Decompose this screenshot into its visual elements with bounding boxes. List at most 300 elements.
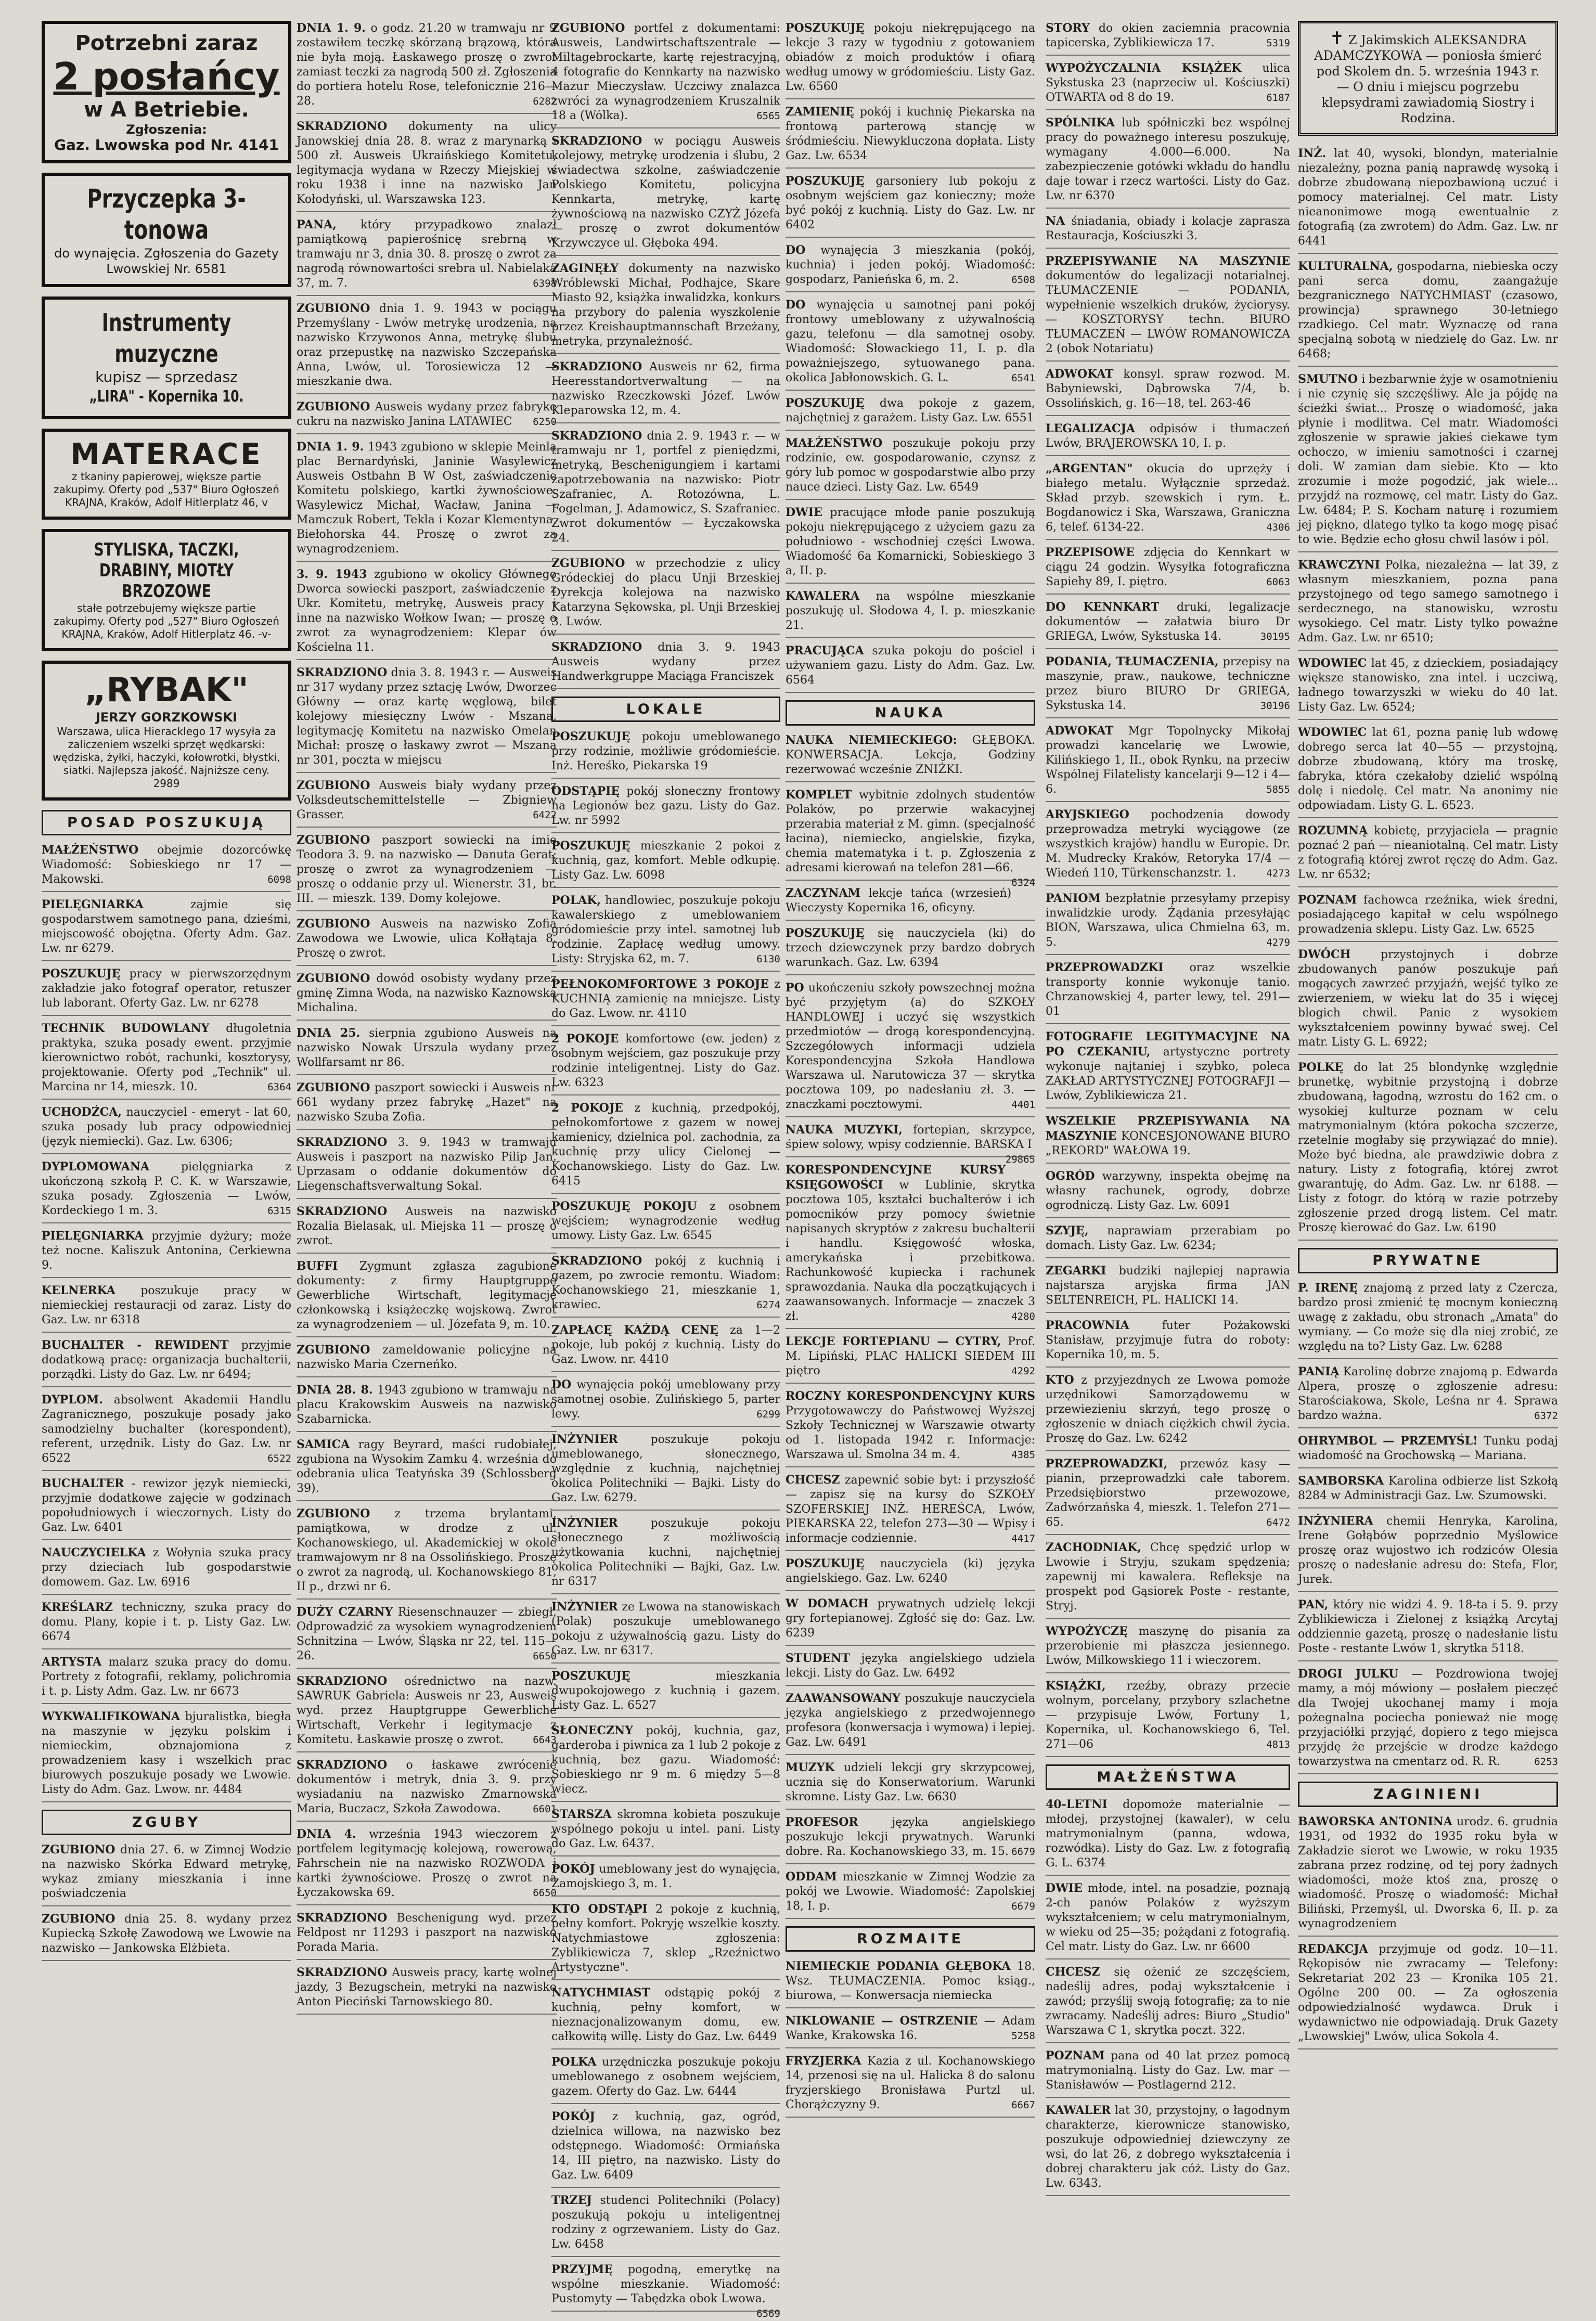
ad-text: Polka, niezależna — lat 39, z własnym mieszkaniem, pozna pana przystojnego od tego samego samotnego i serdecznego, na stanowisku, wzrostu wysokiego. Cel matr. Listy tylko poważne Adm. Gaz. Lw. nr 6510; (1298, 559, 1558, 644)
ad-text: nauczyciel - emeryt - lat 60, szuka posady lub pracy odpowiedniej (język niemiecki). Gaz. Lw. 6306; (42, 1106, 291, 1148)
ad-heading: KULTURALNA, (1298, 260, 1393, 273)
ad-heading: Przyczepka 3-tonowa (87, 184, 246, 245)
classified-ad (297, 1135, 557, 1199)
ad-heading: TRZEJ (551, 2194, 592, 2207)
ad-text: ukończeniu szkoły powszechnej można być przyjętym (a) do SZKOŁY HANDLOWEJ i uczyć się wszystkich przedmiotów — drogą korespondencyjną. Szczegółowych informacji udziela Korespondencyjna Szkoła Handlowa Warszawa ul. Narutowicza 37 — skrytka pocztowa 109, po nadesłaniu zł. 3. — znaczkami pocztowymi. (786, 982, 1035, 1111)
ad-text: września 1943 wieczorem z portfelem legitymację kolejową, rowerową, Fahrschein nie na nazwisko ROZWODA i kartki żywnościowe. Proszę o zwrot na Łyczakowska 69. (297, 1828, 557, 1899)
ad-heading: INŻYNIERA (1298, 1514, 1373, 1528)
ad-text: Zygmunt zgłasza zagubione dokumenty: z firmy Hauptgruppe Gewerbliche Wirtschaft, legitymacje członkowską i książeczkę wojskową. Zwrot za wynagrodzeniem — ul. Józefata 9, m. 10. (297, 1260, 557, 1331)
display-ad-messengers (42, 21, 291, 163)
ad-number: 6274 (756, 1299, 780, 1311)
ad-text: znajomą z przed laty z Czercza, bardzo prosi zmienić tę mocnym konieczną uwagę z zakładu, obu stronach „Amata" do wymiany. — Co może się dla niej zrobić, ze względu na to? Listy Gaz. Lw. 6288 (1298, 1282, 1558, 1353)
ad-text: naprawiam przerabiam po domach. Listy Gaz. Lw. 6234; (1046, 1224, 1290, 1252)
ad-text: pracy w pierwszorzędnym zakładzie jako fotograf operator, retuszer lub laborant. Oferty Gaz. Lw. nr 6278 (42, 968, 291, 1010)
ad-text: pana od 40 lat przez pomocą matrymonialną. Listy do Gaz. Lw. mar — Stanisławów — Postlagernd 212. (1046, 2049, 1290, 2092)
ad-heading: INŻYNIER (551, 1516, 618, 1530)
ad-heading: NATYCHMIAST (551, 1986, 650, 2000)
classified-ad (297, 399, 557, 434)
ad-number: 6679 (1011, 1901, 1035, 1912)
ad-heading: PRZEPISYWANIE NA MASZYNIE (1046, 254, 1290, 268)
ad-heading: ZGUBIONO (297, 833, 370, 847)
classified-ad (1046, 654, 1290, 718)
ad-heading: DO KENNKART (1046, 600, 1160, 614)
ad-text: Ausweis pracy, kartę wolnej jazdy, 3 Bezugschein, metryki na nazwisko Anton Pieciński Tarnowskiego 80. (297, 1966, 557, 2008)
classified-ad (786, 1760, 1035, 1810)
ad-text: w Lublinie, skrytka pocztowa 105, kształci buchalterów i ich pomocników przy pomocy świetnie napisanych skryptów z zakresu buchalterii i handlu. Księgowość włoska, amerykańska i przebitkowa. Rachunkowość kupiecka i rachunek sprawozdania. Nauka dla początkujących i zaawansowanych. Informacje — znaczek 3 zł. (786, 1179, 1035, 1323)
classified-ad (786, 436, 1035, 500)
ad-text: lekcje tańca (wrzesień) Wieczysty Kopernika 16, oficyny. (786, 887, 1012, 914)
ad-heading: SKRADZIONO (297, 1966, 388, 1979)
ad-heading: POLKA (551, 2055, 597, 2069)
classified-ad (1298, 1814, 1558, 1937)
classified-ad (1298, 1942, 1558, 2049)
classified-ad (42, 1105, 291, 1154)
ad-text: który nie widzi 4. 9. 18-ta i 5. 9. przy Zyblikiewicza i Zielonej z książką Arcytaj oddziennie gazetą, proszę o nadesłanie listu Poste - restante Lwów 1, skrytka 5118. (1298, 1598, 1559, 1655)
classified-ad (551, 977, 780, 1026)
section-heading: PRYWATNE (1298, 1248, 1558, 1273)
ad-text: gospodarna, niebieska oczy pani serca domu, zaangażuje bezgranicznego NATYCHMIAST (czasowo, prowincja) sprawnego 30-letniego rzadkiego. Cel matr. Wyznaczę od rana specjalną sobotą w niedzielę do Gaz. Lw. nr 6468; (1298, 260, 1558, 360)
classified-ad (551, 1199, 780, 1248)
ad-heading: ZGUBIONO (551, 21, 625, 35)
ad-number: 4813 (1266, 1739, 1290, 1750)
ad-heading: SKRADZIONO (551, 640, 642, 654)
ad-heading: CHCESZ (786, 1473, 840, 1487)
ad-heading: POSZUKUJĘ (42, 967, 121, 981)
ad-number: 30196 (1260, 700, 1290, 712)
ad-number: 4280 (1011, 1311, 1035, 1322)
ad-heading: ADWOKAT (1046, 724, 1114, 738)
ad-number: 6098 (267, 874, 291, 885)
classified-ad (786, 1473, 1035, 1551)
ad-heading: SAMICA (297, 1438, 350, 1451)
classified-ad (551, 784, 780, 833)
classified-ad (1046, 367, 1290, 416)
ad-heading: PRZEPROWADZKI, (1046, 1457, 1168, 1471)
classified-ad (786, 105, 1035, 169)
ad-heading: UCHODŹCA, (42, 1105, 122, 1119)
ad-text: Zgłoszenia: (126, 122, 207, 137)
ad-text: ośrednictwo na nazw. SAWRUK Gabriela: Ausweis nr 23, Ausweis wyd. przez Hauptgruppe Gewerbliche Wirtschaft, Verkehr i legitymacje z Komitetu. Łaskawie proszę o zwrot. (297, 1675, 557, 1746)
classified-ad (42, 1338, 291, 1387)
ad-heading: WYPOŻYCZALNIA KSIĄŻEK (1046, 61, 1242, 75)
ad-text: długoletnia praktyka, szuka posady ewent. przyjmie kierownictwo robót, rachunki, kosztorysy, projektowanie. Oferty pod „Technik" ul. Marcina nr 14, mieszk. 10. (42, 1022, 292, 1093)
section-heading: ROZMAITE (786, 1926, 1035, 1952)
ad-number: 6650 (533, 1651, 557, 1662)
ad-heading: ZAMIENIĘ (786, 105, 854, 119)
ad-heading: MAŁŻEŃSTWO (786, 436, 883, 450)
ad-heading: SMUTNO (1298, 372, 1358, 386)
classified-ad (786, 1556, 1035, 1591)
ad-heading: SKRADZIONO (551, 360, 642, 373)
classified-ad (297, 1965, 557, 2015)
ad-text: dowód osobisty wydany przez gminę Zimna Woda, na nazwisko Kaznowska Michalina. (297, 972, 557, 1014)
classified-ad (551, 556, 780, 635)
classified-ad (551, 1031, 780, 1095)
ad-text: z Wołynia szuka pracy przy dzieciach lub gospodarstwie domowem. Gaz. Lw. 6916 (42, 1546, 291, 1589)
classified-ad (1046, 891, 1290, 955)
ad-heading: NIEMIECKIE PODANIA GŁĘBOKA (786, 1959, 1011, 1973)
classified-ad (1298, 823, 1558, 887)
classified-ad (786, 589, 1035, 638)
ad-heading: OGRÓD (1046, 1169, 1095, 1183)
ad-text: Karolinę dobrze znajomą p. Edwarda Alpera, proszę o zgłoszenie adresu: Starościakowa, Skole, Leśna nr 4. Sprawa bardzo ważna. (1298, 1365, 1558, 1422)
classified-ad (1046, 2048, 1290, 2098)
ad-text: odpisów i tłumaczeń Lwów, BRAJEROWSKA 10, I. p. (1046, 422, 1290, 450)
ad-text: szuka pokoju do pościel i używaniem gazu. Listy do Adm. Gaz. Lw. 6564 (786, 644, 1035, 687)
classified-ad (1046, 724, 1290, 802)
ad-heading: ARYJSKIEGO (1046, 808, 1129, 821)
ad-text: pokój, kuchnia, gaz, garderoba i piwnica za 1 lub 2 pokoje z kuchnią, bez gazu. Wiadomość: Sobieskiego nr 9 m. 6 między 5—8 wiecz. (551, 1724, 780, 1796)
classified-ad (551, 1432, 780, 1511)
ad-text: do wynajęcia. Zgłoszenia do Gazety Lwowskiej Nr. 6581 (54, 246, 279, 276)
ad-heading: FOTOGRAFIE LEGITYMACYJNE NA PO CZEKANIU, (1046, 1030, 1290, 1059)
ad-text: wynajęcia pokój umeblowany przy samotnej osobie. Zulińskiego 5, parter lewy. (551, 1378, 780, 1421)
ad-number: 6063 (1266, 576, 1290, 588)
ad-heading: POKÓJ (551, 1862, 595, 1876)
ad-number: 6679 (1011, 1846, 1035, 1858)
ad-text: dnia 25. 8. wydany przez Kupiecką Szkołę Zawodową we Lwowie na nazwisko — Jankowska Elżbieta. (42, 1913, 291, 1955)
section-heading: NAUKA (786, 700, 1035, 726)
ad-text: przyjmie dodatkową pracę: organizacja buchalterii, porządki. Listy do Gaz. Lw. nr 6494; (42, 1339, 291, 1381)
ad-heading: 3. 9. 1943 (297, 568, 367, 581)
classified-ad (297, 1343, 557, 1377)
ad-heading: ZGUBIONO (551, 557, 625, 570)
ad-text: skromna kobieta poszukuje wspólnego pokoju u intel. pani. Listy do Gaz. Lw. 6437. (551, 1808, 780, 1850)
ad-text: Karolina odbierze list Szkołą 8284 w Administracji Gaz. Lw. Szumowski. (1298, 1475, 1559, 1502)
ad-text: 18. Wsz. TŁUMACZENIA. Pomoc ksiąg., biurowa, — Konwersacja niemiecka (786, 1960, 1035, 2002)
ad-number: 6282 (533, 96, 557, 107)
classified-ad (1298, 1597, 1558, 1661)
ad-heading: MATERACE (70, 437, 263, 471)
ad-heading: ZAGINĘŁY (551, 262, 619, 275)
ad-text: mieszkanie 2 pokoi z kuchnią, gaz, komfort. Meble odkupię. Listy Gaz. Lw. 6098 (551, 840, 781, 882)
ad-heading: ZGUBIONO (297, 1343, 370, 1357)
classified-ad (42, 1709, 291, 1802)
ad-number: 6569 (756, 2308, 780, 2319)
classified-ad (297, 1204, 557, 1254)
classified-ad (42, 1600, 291, 1649)
classified-ad (1046, 1624, 1290, 1673)
classified-ad (1046, 1456, 1290, 1535)
ad-number: 4292 (1011, 1365, 1035, 1377)
classified-ad (1046, 1223, 1290, 1258)
ad-heading: KORESPONDENCYJNE KURSY KSIĘGOWOŚCI (786, 1163, 1006, 1192)
ad-text: przyjmie dyżury; może też nocne. Kaliszuk Antonina, Cerkiewna 9. (42, 1230, 291, 1272)
ad-text: w pociągu Ausweis kolejowy, metrykę urodzenia i ślubu, 2 świadectwa szkolne, zaświadczenie Polskiego Komitetu, policyjna Kennkarta, metrykę, kartę żywnościową na nazwisko CZYŻ Józefa — proszę o zwrot dokumentów Krzywczyce ul. Głęboka 494. (551, 135, 780, 250)
ad-text: na wspólne mieszkanie poszukuję ul. Słodowa 4, I. p. mieszkanie 21. (786, 590, 1035, 632)
classified-ad (297, 1506, 557, 1600)
ad-heading: DNIA 1. 9. (297, 21, 366, 35)
ad-heading: NIKLOWANIE — OSTRZENIE (786, 2014, 978, 2028)
classified-ad (551, 1377, 780, 1427)
classified-ad (551, 21, 780, 128)
ad-heading: WDOWIEC (1298, 656, 1367, 670)
classified-ad (1298, 725, 1558, 818)
classified-ad (1298, 558, 1558, 651)
ad-text: się ożenić ze szczęściem, nadeślij adres, podaj wykształcenie i zawód; przyślij swoją fotografię; za to nie zwracamy. Nadeślij adres: Biuro „Studio" Warszawa C 1, skrytka poczt. 322. (1046, 1966, 1290, 2037)
classified-ad (1298, 1667, 1558, 1774)
ad-heading: SPÓLNIKA (1046, 116, 1115, 130)
ad-text: lat 61, pozna panię lub wdowę dobrego serca lat 40—55 — przystojną, dobrze zbudowaną, który ma troskę, fabryka, która czekałoby dzielić wspólną dolę i niedolę. Cel matr. Na anonimy nie odpowiadam. Listy G. L. 6523. (1298, 726, 1558, 812)
ad-heading: BUFFI (297, 1259, 338, 1273)
ad-text: Przygotowawczy do Państwowej Wyższej Szkoły Technicznej w Warszawie otwarty od 1. listopada 1942 r. Informacje: Warszawa ul. Smolna 34 m. 4. (786, 1404, 1035, 1461)
ad-heading: DROGI JULKU (1298, 1667, 1399, 1681)
classified-ad (1046, 61, 1290, 110)
ad-heading: ZGUBIONO (297, 302, 370, 315)
ad-number: 29865 (1005, 1154, 1035, 1165)
classified-ad (1298, 656, 1558, 720)
classified-ad (786, 981, 1035, 1117)
ad-text: dwa pokoje z gazem, najchętniej z garażem. Listy Gaz. Lw. 6551 (786, 397, 1035, 424)
ad-text: ulica Sykstuska 23 (naprzeciw ul. Kościuszki) OTWARTA od 8 do 19. (1046, 62, 1290, 104)
ad-heading: ROZUMNĄ (1298, 824, 1368, 837)
classified-ad (786, 1651, 1035, 1686)
classified-ad (42, 1655, 291, 1704)
ad-heading: BUCHALTER - REWIDENT (42, 1338, 229, 1352)
ad-heading: DO (786, 243, 806, 257)
ad-text: portfel z dokumentami: Ausweis, Landwirtschaftszentrale — Miltagebrockarte, kartę rejestracyjną, 4 fotografie do Kennkarty na nazwisko Mazur Mieczysław. Uczciwy znalazca zwróci za wynagrodzeniem Kruszalnik 18 a (Wólka). (551, 22, 780, 122)
ad-number: 4401 (1011, 1099, 1035, 1111)
classified-ad (1046, 960, 1290, 1024)
ad-heading: POLAK, (551, 894, 601, 907)
ad-number: 6324 (1011, 877, 1035, 888)
ad-number: 5258 (1011, 2030, 1035, 2042)
classified-ad (1046, 1029, 1290, 1108)
ad-heading: PO (786, 981, 804, 995)
ad-text: Chcę spędzić urlop w Lwowie i Stryju, szukam spędzenia; zapewnij mi kawalera. Refleksje na prospekt pod Gąsiorek Poste - restante, Stryj. (1046, 1541, 1290, 1613)
ad-text: Ausweis wydany przez fabrykę cukru na nazwisko Janina LATAWIEC (297, 401, 557, 428)
classified-ad (42, 966, 291, 1016)
ad-text: dopomoże materialnie — młodej, przystojnej (kawaler), w celu matrymonialnym (panna, wdowa, rozwódka). Listy do Gaz. Lw. z fotografią G. L. 6374 (1046, 1798, 1290, 1869)
ad-text: Ausweis na nazwisko Rozalia Bielasak, ul. Miejska 11 — proszę o zwrot. (297, 1205, 557, 1247)
section-heading: MAŁŻEŃSTWA (1046, 1764, 1290, 1790)
ad-text: z kuchnią, gaz, ogród, dzielnica willowa, na nazwisko bez odstępnego. Wiadomość: Ormiańska 14, III piętro, na nazwisko. Listy do Gaz. Lw. 6409 (551, 2110, 780, 2182)
classified-ad (786, 505, 1035, 584)
ad-text: poszukuje pokoju przy rodzinie, ew. gospodarowanie, czynsz z góry lub pomoc w gospodarstwie albo przy nauce dzieci. Listy Gaz. Lw. 6549 (786, 437, 1036, 494)
ad-heading: PANIĄ (1298, 1365, 1340, 1378)
classified-ad (1046, 807, 1290, 886)
classified-ad (1046, 421, 1290, 456)
ad-number: 6508 (1011, 274, 1035, 286)
ad-text: konsyl. spraw rozwod. M. Babyniewski, Dąbrowska 7/4, b. Ossolińskich, g. 16—18, tel. 263-46 (1046, 368, 1290, 410)
ad-text: KONCESJONOWANE BIURO „REKORD" WAŁOWA 19. (1046, 1130, 1290, 1157)
ad-text: pokoju umeblowanego przy rodzinie, możliwie gródomieście. Inż. Hereśko, Piekarska 19 (551, 730, 780, 772)
classified-ad (1046, 1540, 1290, 1619)
classified-ad (297, 1605, 557, 1669)
ad-heading: INŻ. (1298, 147, 1327, 160)
ad-heading: DWÓCH (1298, 948, 1351, 961)
ad-text: bjuralistka, biegła na maszynie w języku polskim i niemieckim, obznajomiona z prowadzeniem kasy i wszelkich prac biurowych poszukuje posady we Lwowie. Listy do Adm. Gaz. Lwow. nr. 4484 (42, 1710, 291, 1796)
ad-text: który przypadkowo znalazł pamiątkową papierośnicę srebrną w tramwaju nr 3, dnia 30. 8. proszę o zwrot za nagrodą równowartości srebra ul. Nabielaka 37, m. 7. (297, 218, 557, 290)
column-4 (786, 21, 1036, 2111)
ad-text: fortepian, skrzypce, śpiew solowy, wpisy codziennie. BARSKA I (786, 1124, 1035, 1151)
classified-ad (551, 2109, 780, 2188)
classified-ad (786, 733, 1035, 782)
classified-ad (1046, 214, 1290, 249)
classified-ad (42, 897, 291, 961)
ad-heading: PRZEPROWADZKI (1046, 961, 1164, 974)
classified-ad (786, 396, 1035, 431)
classified-ad (297, 567, 557, 660)
ad-text: pokój z kuchnią i gazem, po zwrocie remontu. Wiadom: Kochanowskiego 21, mieszkanie 1, krawiec. (551, 1255, 780, 1311)
ad-text: Prof. M. Lipiński, PLAC HALICKI SIEDEM III piętro (786, 1335, 1036, 1377)
ad-text: lat 30, przystojny, o łagodnym charakterze, kierownicze stanowisko, poszukuje odpowiedniej dziewczyny ze wsi, do lat 26, z dobrego wykształcenia i dobrej charakteru jak cóż. Listy do Gaz. Lw. 6343. (1046, 2104, 1290, 2190)
ad-heading: Potrzebni zaraz (75, 31, 258, 55)
ad-number: 4385 (1011, 1449, 1035, 1461)
ad-heading: STORY (1046, 21, 1090, 35)
ad-number: 6522 (267, 1453, 291, 1464)
classified-ad (297, 665, 557, 773)
classified-ad (786, 1389, 1035, 1467)
classified-ad (297, 301, 557, 394)
ad-heading: NAUKA NIEMIECKIEGO: (786, 733, 957, 747)
ad-heading: CHCESZ (1046, 1965, 1100, 1979)
ad-heading: LEKCJE FORTEPIANU — CYTRY, (786, 1335, 1001, 1348)
ad-text: bezpłatnie przesyłamy przepisy inwalidzkie urody. Żądania przesyłając BION, Warszawa, ulica Chmielna 63, m. 5. (1046, 892, 1290, 949)
ad-heading: KTO ODSTĄPI (551, 1902, 648, 1916)
ad-heading: SZYJĘ, (1046, 1224, 1089, 1237)
ad-number: 6372 (1534, 1410, 1558, 1422)
ad-text: dnia 3. 9. 1943 Ausweis wydany przez Handwerkgruppe Maciąga Franciszek (551, 641, 781, 683)
ad-heading: PODANIA, TŁUMACZENIA, (1046, 655, 1219, 668)
ad-text: oraz wszelkie transporty konnie wykonuje tanio. Chrzanowskiej 4, parter lewy, tel. 291—01 (1046, 961, 1290, 1018)
ad-heading: ZGUBIONO (297, 1081, 370, 1094)
ad-heading: SKRADZIONO (297, 1911, 388, 1925)
ad-text: futer Pożakowski Stanisław, przyjmuje futra do roboty: Kopernika 10, m. 5. (1046, 1319, 1291, 1361)
classified-ad (786, 886, 1035, 921)
ad-text: poszukuje nauczyciela języka angielskiego z przedwojennego profesora (konwersacja i wymowa) i lepiej. Gaz. Lw. 6491 (786, 1692, 1035, 1749)
ad-text: „LIRA" - Kopernika 10. (89, 388, 244, 406)
ad-heading: POKÓJ (551, 2110, 595, 2123)
ad-text: okucia do uprzęży i białego metalu. Wyłącznie sprzedaż. Skład przyb. szewskich i rym. Ł. Bogdanowicz i Ska, Warszawa, Graniczna 6, telef. 6134-22. (1046, 462, 1290, 534)
classified-ad (1298, 947, 1558, 1055)
ad-heading: KTO (1046, 1373, 1074, 1387)
classified-ad (1046, 1318, 1290, 1368)
ad-number: 6422 (533, 809, 557, 821)
ad-text: 3. 9. 1943 w tramwaju Ausweis i paszport na nazwisko Pilip Jan. Uprzasam o oddanie dokumentów do Liegenschaftsverwaltung Sokal. (297, 1136, 557, 1193)
ad-heading: DYPLOMOWANA (42, 1160, 150, 1174)
ad-text: prywatnych udzielę lekcji gry fortepianowej. Zgłość się do: Gaz. Lw. 6239 (786, 1597, 1035, 1640)
ad-heading: ODDAM (786, 1870, 837, 1884)
ad-text: Warszawa, ulica Hieracklego 17 wysyła za zaliczeniem wszelki sprzęt wędkarski: wędziska, żyłki, haczyki, kołowrotki, błystki, siatki. Najlepsza jakość. Najniższe ceny. 2989 (53, 725, 280, 790)
ad-text: pielęgniarka z ukończoną szkołą P. C. K. w Warszawie, szuka posady. Zgłoszenia — Lwów, Kordeckiego 1 m. 3. (42, 1160, 291, 1217)
ad-heading: POSZUKUJĘ POKOJU (551, 1200, 697, 1213)
classified-ad (1298, 259, 1558, 367)
ad-text: obejmie dozorcówkę Wiadomość: Sobieskiego nr 17 — Makowski. (42, 844, 291, 886)
ad-text: urodz. 6. grudnia 1931, od 1932 do 1935 roku była w Zakładzie sierot we Lwowie, w roku 1935 zabrana przez rodzinę, od tej pory żadnych wiadomości, może ktoś zna, proszę o wiadomość. Proszę o wiadomość: Michał Biliński, Przemyśl, ul. Dworska 6, II. p. za wynagrodzeniem (1298, 1815, 1558, 1930)
display-ad-tools (42, 529, 291, 651)
ad-heading: SKRADZIONO (297, 1758, 388, 1772)
ad-text: mieszkania dwupokojowego z kuchnią i gazem. Listy Gaz. L. 6527 (551, 1670, 780, 1712)
ad-heading: KELNERKA (42, 1284, 115, 1297)
ad-heading: SAMBORSKA (1298, 1474, 1384, 1488)
ad-heading: PANA, (297, 218, 337, 231)
column-2 (297, 21, 557, 2070)
ad-heading: ZGUBIONO (297, 972, 370, 985)
classified-ad (297, 1026, 557, 1075)
ad-text: nauczyciela (ki) języka angielskiego. Gaz. Lw. 6240 (786, 1557, 1035, 1585)
ad-text: dnia 2. 9. 1943 r. — w tramwaju nr 1, portfel z pieniędzmi, metryką, Beschenigungiem i kartami zapotrzebowania na nazwisko: Piotr Szafraniec, A. Rotozówna, L. Fogelman, J. Adamowicz, S. Szafraniec. Zwrot dokumentów — Łyczakowska 24. (551, 430, 780, 545)
classified-ad (1046, 545, 1290, 595)
ad-heading: POLKĘ (1298, 1061, 1344, 1074)
ad-heading: ARTYSTA (42, 1655, 102, 1669)
classified-list (297, 21, 557, 2015)
ad-text: z osobnem wejściem; wynagrodzenie według umowy. Listy Gaz. Lw. 6545 (551, 1200, 781, 1242)
classified-ad (42, 1283, 291, 1333)
classified-ad (42, 1912, 291, 1961)
ad-heading: WYKWALIFIKOWANA (42, 1710, 181, 1723)
ad-text: zdjęcia do Kennkart w ciągu 24 godzin. Wysyłka fotograficzna Sapiehy 89, I. piętro. (1046, 546, 1291, 588)
ad-heading: SKRADZIONO (297, 666, 388, 679)
classified-ad (42, 1545, 291, 1595)
ad-heading: POSZUKUJĘ (786, 1557, 865, 1570)
ad-heading: SKRADZIONO (297, 1136, 388, 1149)
classified-list (1298, 146, 1558, 2049)
ad-heading: POSZUKUJĘ (551, 839, 630, 853)
ad-number: 6130 (756, 953, 780, 965)
classified-ad (1046, 2103, 1290, 2196)
classified-ad (551, 1723, 780, 1802)
ad-heading: DWIE (1046, 1881, 1083, 1895)
ad-text: artystyczne portrety wykonuje najtaniej i szybko, poleca ZAKŁAD ARTYSTYCZNEJ FOTOGRAFJI — Lwów, Zyblikiewicza 21. (1046, 1046, 1290, 1102)
ad-text: za 1—2 pokoje, lub pokój z kuchnią. Listy do Gaz. Lwow. nr. 4410 (551, 1324, 781, 1366)
ad-heading: STUDENT (786, 1652, 850, 1665)
ad-text: zgubiono w okolicy Głównego Dworca sowiecki paszport, zaświadczenie z Ukr. Komitetu, metrykę, Ausweis pracy i inne na nazwisko Wołkow Iwan; — proszę o zwrot za wynagrodzeniem: Klepar ów Kościelna 11. (297, 568, 557, 654)
ad-heading: PRACOWNIA (1046, 1319, 1129, 1332)
classified-ad (786, 1959, 1035, 2008)
ad-heading: DO (786, 298, 806, 312)
classified-ad (1046, 1169, 1290, 1218)
classified-ad (551, 1254, 780, 1318)
classified-ad (297, 1758, 557, 1822)
ad-text: handlowiec, poszukuje pokoju kawalerskiego z umeblowaniem gródomieście przy intel. samotnej lub rodzinie. Zapłacę według umowy. Listy: Stryjska 62, m. 7. (551, 894, 780, 965)
ad-heading: ZGUBIONO (297, 779, 370, 792)
ad-heading: MUZYK (786, 1761, 835, 1774)
ad-text: w przechodzie z ulicy Gródeckiej do placu Unji Brzeskiej Dyrekcja kolejowa na nazwisko Katarzyna Sękowska, pl. Unji Brzeskiej 3. Lwów. (551, 557, 780, 628)
ad-text: lat 40, wysoki, blondyn, materialnie niezależny, pozna panią naprawdę wysoką i dobrze zbudowaną niepozbawioną uczuć i pomocy materialnej. Cel matr. Listy nieanonimowe mogą ewentualnie z fotografią (za zwrotem) do Adm. Gaz. Lw. nr 6441 (1298, 147, 1558, 248)
obituary-box (1298, 21, 1558, 136)
ad-text: języka angielskiego poszukuje lekcji prywatnych. Warunki dobre. Ra. Kochanowskiego 33, m. 15. (786, 1816, 1036, 1858)
ad-heading: DNIA 25. (297, 1026, 361, 1040)
ad-heading: POSZUKUJĘ (786, 21, 865, 35)
ad-number: 5855 (1266, 784, 1290, 795)
ad-text: rzeźby, obrazy przecie wolnym, porcelany, przybory szlachetne — przypisuje Lwów, Fortuny 1, Kopernika, ul. Kochanowskiego 6, Tel. 271—06 (1046, 1680, 1291, 1751)
classified-ad (786, 1869, 1035, 1919)
ad-heading: SKRADZIONO (551, 1254, 642, 1268)
ad-heading: Instrumenty muzyczne (101, 308, 231, 368)
ad-heading: STYLISKA, TACZKI, DRABINY, MIOTŁY BRZOZOWE (94, 539, 239, 602)
ad-text: pokój i kuchnię Piekarska na frontową parterową stancję w śródmieściu. Niewykluczona dopłata. Listy Gaz. Lw. 6534 (786, 106, 1035, 162)
classified-ad (1298, 146, 1558, 254)
ad-heading: ZGUBIONO (42, 1912, 115, 1926)
ad-number: 6398 (533, 278, 557, 289)
classified-ad (786, 1815, 1035, 1864)
ad-text: — Pozdrowiona twojej mamy, a mój mówiony — posłałem pieczęć dla Twojej ukochanej mamy i moja pożegnalna pociecha ponieważ nie mogę przyjaciółki przyjąć, dopiero z tego miejsca przyjdę że przejście w drodze każdego towarzystwa na cmentarz od. R. R. (1298, 1668, 1558, 1768)
classified-ad (297, 1911, 557, 1960)
ad-text: mieszkanie w Zimnej Wodzie za pokój we Lwowie. Wiadomość: Zapolskiej 18, I. p. (786, 1871, 1035, 1913)
ad-text: urzędniczka poszukuje pokoju umeblowanego z osobnem wejściem, gazem. Oferty do Gaz. Lw. 6444 (551, 2056, 780, 2098)
ad-heading: OHRYMBOL — PRZEMYŚL! (1298, 1434, 1478, 1448)
ad-text: umeblowany jest do wynajęcia, Zamojskiego 3, m. 1. (551, 1863, 781, 1890)
ad-text: lat 45, z dzieckiem, posiadający większe stanowisko, zna intel. i uczciwą, ładnego towarzyszki w wieku do 40 lat. Listy Gaz. Lw. 6524; (1298, 657, 1558, 714)
classified-ad (1046, 1373, 1290, 1451)
ad-heading: PIELĘGNIARKA (42, 1229, 144, 1243)
ad-text: z przyjezdnych ze Lwowa pomoże urzędnikowi Samorządowemu w przewiezieniu skrzyń, tego proszę o zgłoszenie w dniach ciężkich chwil życia. Proszę do Gaz. Lw. 6242 (1046, 1374, 1290, 1445)
ad-heading: POSZUKUJĘ (786, 174, 865, 188)
ad-heading: PAN, (1298, 1598, 1329, 1611)
ad-heading: POSZUKUJĘ (786, 926, 865, 940)
classified-ad (786, 21, 1035, 99)
